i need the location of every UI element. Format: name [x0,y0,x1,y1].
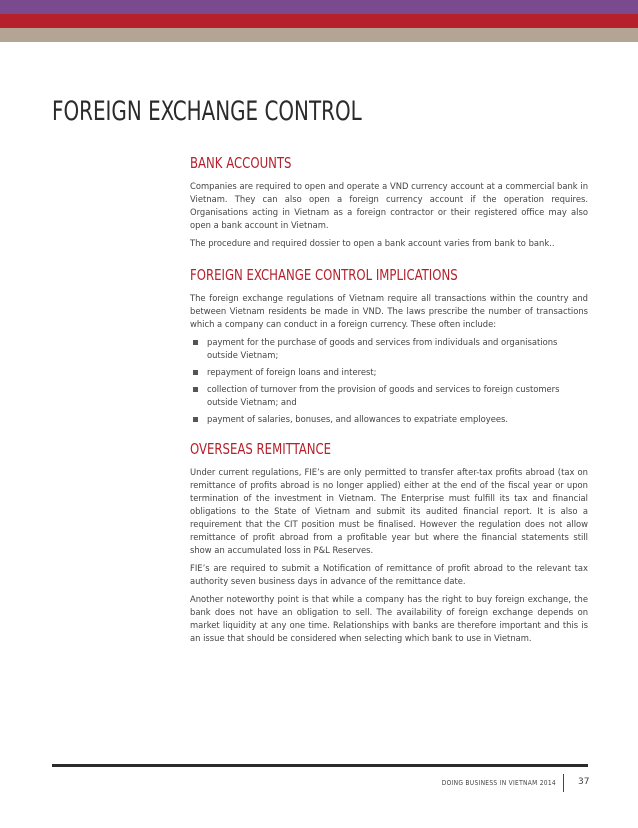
paragraph: Companies are required to open and operate a VND currency account at a commercial bank in Vietnam. They can also open a foreign currency account if the operation requires. Organisations acting in Vietnam as a foreign contractor or their registered office may also open a bank account in Vietnam. [190,181,588,230]
bullet-list [190,336,588,426]
bullet-item [190,383,588,409]
section-heading: BANK ACCOUNTS [190,154,292,172]
bullet-item [190,413,588,426]
section-foreign-exchange-control-implications [190,266,588,426]
page-title: FOREIGN EXCHANGE CONTROL [52,96,362,127]
square-bullet-icon [193,417,198,422]
main-content [190,154,588,659]
square-bullet-icon [193,387,198,392]
bullet-text: repayment of foreign loans and interest; [207,367,377,377]
paragraph: Under current regulations, FIE’s are only permitted to transfer after-tax profits abroad (tax on remittance of profits abroad is no longer applied) either at the end of the fiscal year or upon termination of the investment in Vietnam. The Enterprise must fulfill its tax and financial obligations to the State of Vietnam and submit its audited financial report. It is also a requirement that the CIT position must be finalised. However the regulation does not allow remittance of profit abroad from a profitable year but where the financial statements still show an accumulated loss in P&L Reserves. [190,467,588,555]
section-overseas-remittance [190,440,588,645]
footer-rule [52,764,588,767]
bullet-text: collection of turnover from the provision of goods and services to foreign customers outside Vietnam; and [207,384,560,407]
footer-divider [563,774,564,792]
paragraph: Another noteworthy point is that while a company has the right to buy foreign exchange, the bank does not have an obligation to sell. The availability of foreign exchange depends on market liquidity at any one time. Relationships with banks are therefore important and this is an issue that should be considered when selecting which bank to use in Vietnam. [190,594,588,643]
square-bullet-icon [193,370,198,375]
header-band-purple [0,0,638,14]
section-bank-accounts [190,154,588,250]
paragraph: FIE’s are required to submit a Notification of remittance of profit abroad to the relevant tax authority seven business days in advance of the remittance date. [190,563,588,586]
bullet-text: payment for the purchase of goods and services from individuals and organisations outside Vietnam; [207,337,558,360]
page-number: 37 [578,777,590,787]
header-band-red [0,14,638,28]
footer-publication-title: DOING BUSINESS IN VIETNAM 2014 [441,779,556,787]
header-band-tan [0,28,638,42]
paragraph: The foreign exchange regulations of Vietnam require all transactions within the country and between Vietnam residents be made in VND. The laws prescribe the number of transactions which a company can conduct in a foreign currency. These often include: [190,293,588,329]
bullet-item [190,366,588,379]
bullet-text: payment of salaries, bonuses, and allowances to expatriate employees. [207,414,509,424]
square-bullet-icon [193,340,198,345]
paragraph: The procedure and required dossier to open a bank account varies from bank to bank.. [190,238,555,248]
section-heading: FOREIGN EXCHANGE CONTROL IMPLICATIONS [190,266,458,284]
section-heading: OVERSEAS REMITTANCE [190,440,332,458]
bullet-item [190,336,588,362]
